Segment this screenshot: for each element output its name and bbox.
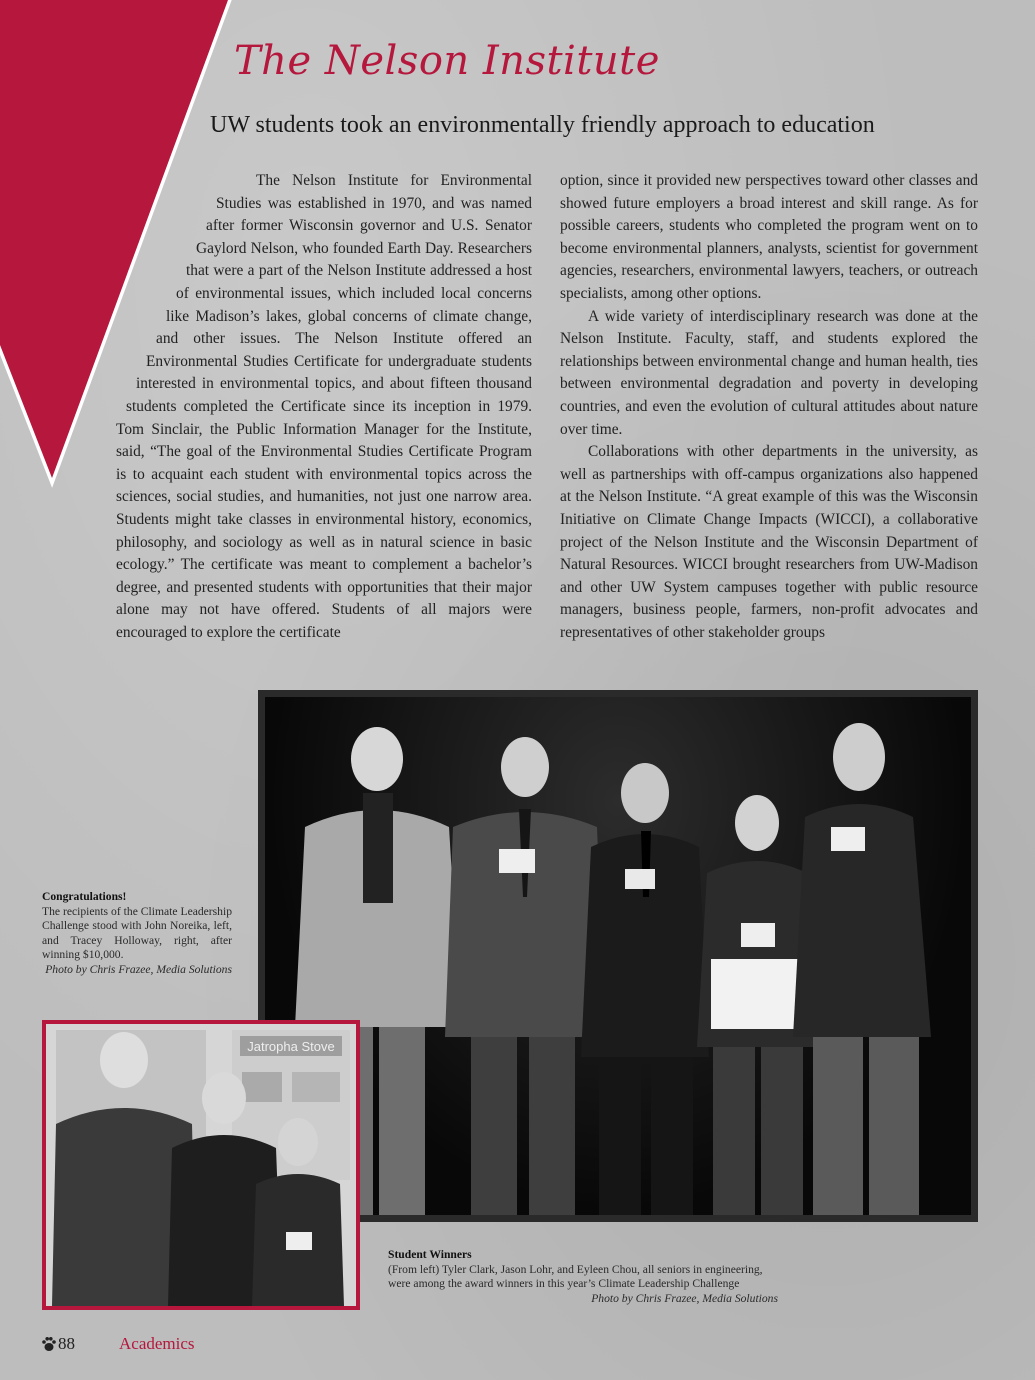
page-subtitle: UW students took an environmentally friendly approach to education — [210, 112, 875, 138]
section-name: Academics — [119, 1334, 195, 1353]
group-photo-illustration — [265, 697, 971, 1215]
caption-body: The recipients of the Climate Leadership Challenge stood with John Noreika, left, and Tracey Holloway, right, after winning $10,000. — [42, 904, 232, 962]
photo-credit: Photo by Chris Frazee, Media Solutions — [45, 962, 232, 976]
poster-sign-text: Jatropha Stove — [247, 1039, 335, 1054]
caption-heading: Congratulations! — [42, 890, 127, 903]
inset-student-photo — [42, 1020, 360, 1310]
page-number: 88 — [58, 1334, 75, 1353]
caption-student-winners — [388, 1248, 778, 1306]
main-group-photo — [258, 690, 978, 1222]
caption-heading: Student Winners — [388, 1248, 472, 1261]
inset-photo-illustration — [46, 1024, 356, 1306]
article-right-column — [560, 170, 978, 644]
page-title: The Nelson Institute — [234, 38, 660, 84]
article-paragraph: A wide variety of interdisciplinary research was done at the Nelson Institute. Faculty, staff, and students explored the relationships between environmental change and human health, ties between environmental degradation and poverty in developing countries, and even the evolution of cultural attitudes about nature over time. — [560, 307, 978, 438]
article-left-column — [116, 170, 532, 644]
page-footer — [42, 1334, 195, 1358]
paw-print-icon — [42, 1336, 56, 1352]
article-paragraph: The Nelson Institute for Environmental Studies was established in 1970, and was named after former Wisconsin governor and U.S. Senator Gaylord Nelson, who founded Earth Day. Researchers that were a part of the Nelson Institute addressed a host of environmental issues, which included local concerns like Madison’s lakes, global concerns of climate change, and other issues. The Nelson Institute offered an Environmental Studies Certificate for undergraduate students interested in environmental topics, and about fifteen thousand students completed the Certificate since its inception in 1979. Tom Sinclair, the Public Information Manager for the Institute, said, “The goal of the Environmental Studies Certificate Program is to acquaint each student with environmental topics across the sciences, social studies, and humanities, not just one narrow area. Students might take classes in environmental history, economics, philosophy, and sociology as well as in natural science in basic ecology.” The certificate was meant to complement a bachelor’s degree, and presented students with opportunities that their major alone may not have offered. Students of all majors were encouraged to explore the certificate — [116, 172, 532, 641]
caption-body: (From left) Tyler Clark, Jason Lohr, and Eyleen Chou, all seniors in engineering, were among the award winners in this year’s Climate Leadership Challenge — [388, 1262, 763, 1291]
caption-congratulations — [42, 890, 232, 978]
article-paragraph: option, since it provided new perspectives toward other classes and showed future employers a broad interest and skill range. As for possible careers, students who completed the program went on to become environmental planners, analysts, scientist for government agencies, researchers, environmental lawyers, teachers, or outreach specialists, among other options. — [560, 172, 978, 302]
article-paragraph: Collaborations with other departments in the university, as well as partnerships with off-campus organizations also happened at the Nelson Institute. “A great example of this was the Wisconsin Initiative on Climate Change Impacts (WICCI), a collaborative project of the Nelson Institute and the Wisconsin Department of Natural Resources. WICCI brought researchers from UW-Madison and other UW System campuses together with public resource managers, business people, farmers, non-profit advocates and representatives of other stakeholder groups — [560, 443, 978, 641]
photo-credit: Photo by Chris Frazee, Media Solutions — [591, 1291, 778, 1305]
